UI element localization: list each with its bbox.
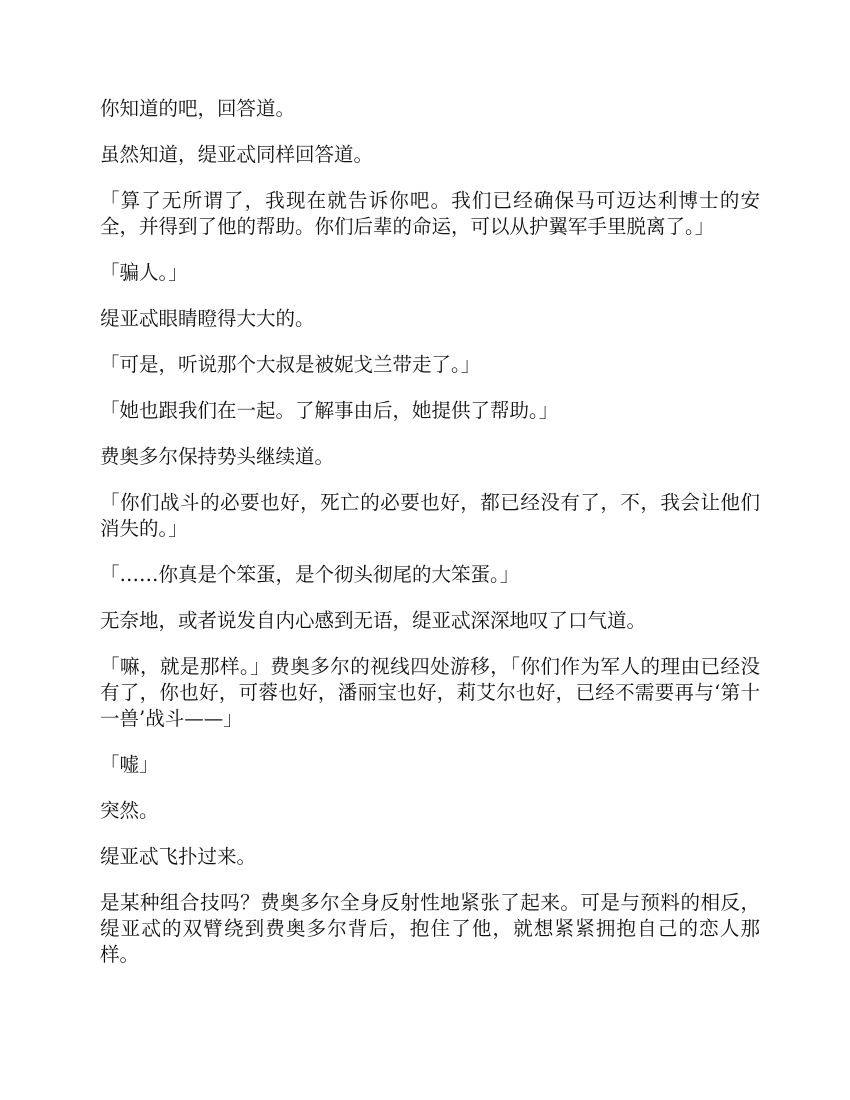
paragraph: 是某种组合技吗？费奥多尔全身反射性地紧张了起来。可是与预料的相反，缇亚忒的双臂绕到费奥多尔背后，抱住了他，就想紧紧拥抱自己的恋人那样。 — [100, 891, 760, 966]
paragraph: 「骗人。」 — [100, 261, 188, 284]
paragraph: 突然。 — [100, 799, 159, 822]
paragraph: 费奥多尔保持势头继续道。 — [100, 445, 335, 468]
paragraph: 「……你真是个笨蛋，是个彻头彻尾的大笨蛋。」 — [100, 563, 520, 586]
paragraph: 你知道的吧，回答道。 — [100, 97, 296, 120]
paragraph: 「她也跟我们在一起。了解事由后，她提供了帮助。」 — [100, 399, 559, 422]
paragraph: 「嘛，就是那样。」费奥多尔的视线四处游移，「你们作为军人的理由已经没有了，你也好，可蓉也好，潘丽宝也好，莉艾尔也好，已经不需要再与‘第十一兽’战斗——」 — [100, 655, 760, 730]
paragraph: 「算了无所谓了，我现在就告诉你吧。我们已经确保马可迈达利博士的安全，并得到了他的帮助。你们后辈的命运，可以从护翼军手里脱离了。」 — [100, 189, 760, 238]
paragraph: 「可是，听说那个大叔是被妮戈兰带走了。」 — [100, 353, 481, 376]
paragraph: 「嘘」 — [100, 753, 159, 776]
paragraph: 虽然知道，缇亚忒同样回答道。 — [100, 143, 374, 166]
paragraph: 缇亚忒飞扑过来。 — [100, 845, 257, 868]
paragraph: 无奈地，或者说发自内心感到无语，缇亚忒深深地叹了口气道。 — [100, 609, 647, 632]
paragraph: 「你们战斗的必要也好，死亡的必要也好，都已经没有了，不，我会让他们消失的。」 — [100, 491, 760, 540]
paragraph: 缇亚忒眼睛瞪得大大的。 — [100, 307, 315, 330]
document-page — [100, 96, 760, 988]
